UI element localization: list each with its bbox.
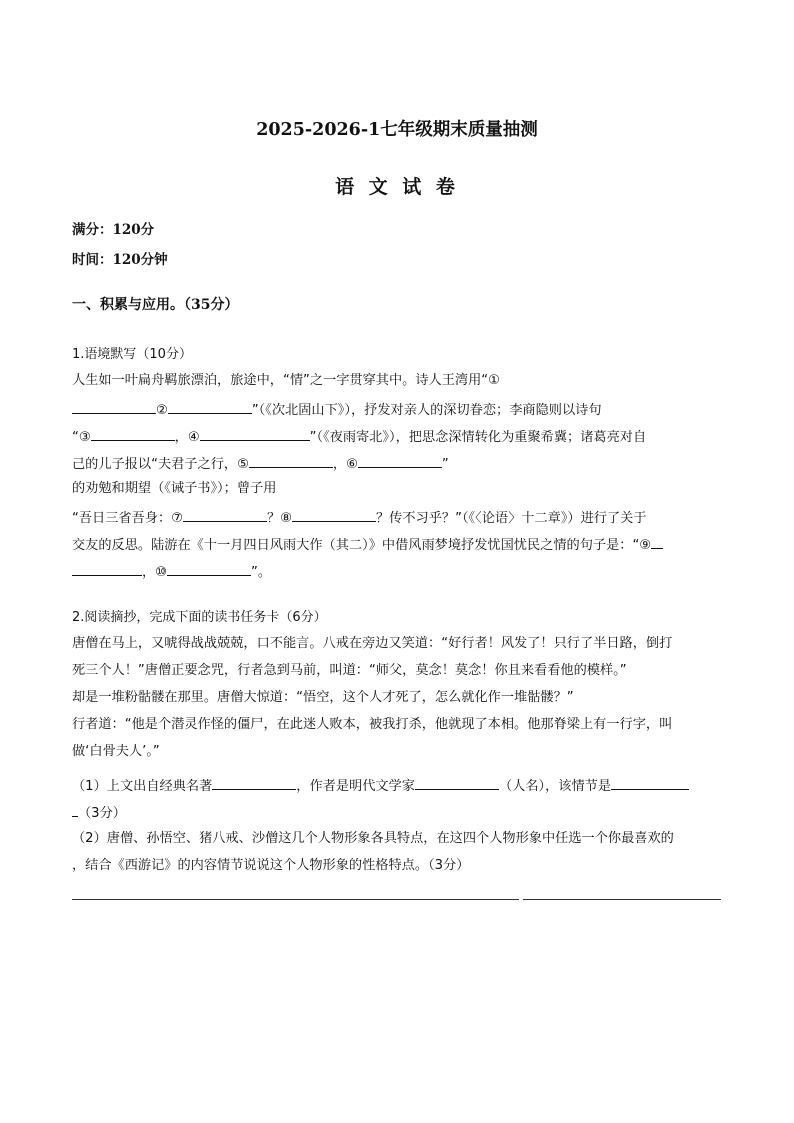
q2-text: （3分）	[78, 806, 126, 821]
answer-blank-3[interactable]	[91, 426, 175, 441]
q2-passage-line-2: 死三个人！”唐僧正要念咒，行者急到马前，叫道：“师父，莫念！莫念！你且来看看他的模样。”	[72, 663, 627, 678]
q2-subquestion-2-cont: ，结合《西游记》的内容情节说说这个人物形象的性格特点。（3分）	[72, 858, 470, 873]
q1-text: ，④	[174, 430, 200, 445]
q2-passage-line-3: 却是一堆粉骷髅在那里。唐僧大惊道：“悟空，这个人才死了，怎么就化作一堆骷髅？”	[72, 690, 574, 705]
q1-line-2	[72, 399, 724, 420]
q1-text: “③	[72, 430, 91, 445]
answer-blank-7[interactable]	[183, 507, 267, 522]
q2-text: ，作者是明代文学家	[296, 779, 415, 794]
q1-text: 人生如一叶扁舟羁旅漂泊，旅途中，“情”之一字贯穿其中。诗人王湾用“①	[72, 373, 500, 388]
exam-subtitle: 语 文 试 卷	[335, 176, 459, 198]
q1-text: 的劝勉和期望（《诫子书》）；曾子用	[72, 481, 277, 496]
answer-blank-4[interactable]	[200, 426, 310, 441]
q1-line-6	[72, 507, 724, 528]
q1-text: ”（《夜雨寄北》），把思念深情转化为重聚希冀；诸葛亮对自	[309, 430, 647, 445]
q1-line-7	[72, 534, 724, 555]
question-2-heading: 2.阅读摘抄，完成下面的读书任务卡（6分）	[72, 610, 327, 625]
answer-blank-2[interactable]	[168, 399, 252, 414]
q2-text: （人名），该情节是	[498, 779, 612, 794]
q1-line-5	[72, 480, 724, 498]
q2-subquestion-1-cont	[72, 802, 724, 823]
q1-text: 己的儿子报以“夫君子之行，⑤	[72, 457, 249, 472]
answer-blank-6[interactable]	[358, 453, 442, 468]
question-1-heading: 1.语境默写（10分）	[72, 347, 192, 362]
q2-passage-line-1: 唐僧在马上，又唬得战战兢兢，口不能言。八戒在旁边又笑道：“好行者！风发了！只行了半日路，倒打	[72, 636, 673, 651]
answer-blank-plot[interactable]	[611, 775, 689, 790]
q1-text: “吾日三省吾身：⑦	[72, 511, 183, 526]
answer-blank-8[interactable]	[292, 507, 376, 522]
answer-blank-9[interactable]	[72, 561, 142, 576]
exam-title: 2025-2026-1七年级期末质量抽测	[256, 120, 538, 140]
q1-line-4	[72, 453, 724, 474]
q1-line-3	[72, 426, 724, 447]
q1-text: 交友的反思。陆游在《十一月四日风雨大作（其二）》中借风雨梦境抒发忧国忧民之情的句子是：“⑨	[72, 538, 652, 553]
time-info: 时间：120分钟	[72, 252, 168, 268]
q1-text: ？⑧	[266, 511, 292, 526]
q2-passage-line-5: 做‘白骨夫人’。”	[72, 744, 160, 759]
answer-line-2[interactable]	[523, 899, 721, 900]
q2-subquestion-1	[72, 775, 724, 796]
q1-line-1	[72, 372, 724, 390]
answer-blank-10[interactable]	[167, 561, 251, 576]
q1-text: ②	[156, 403, 168, 418]
answer-blank-9-start[interactable]	[651, 534, 663, 549]
answer-blank-book[interactable]	[212, 775, 296, 790]
q2-passage-line-4: 行者道：“他是个潜灵作怪的僵尸，在此迷人败本，被我打杀，他就现了本相。他那脊梁上有一行字，叫	[72, 717, 673, 732]
answer-blank-author[interactable]	[415, 775, 499, 790]
section-title: 一、积累与应用。（35分）	[72, 297, 239, 313]
q1-text: ，⑥	[332, 457, 358, 472]
q1-text: ”。	[251, 565, 272, 580]
score-info: 满分：120分	[72, 222, 155, 238]
q1-text: ”	[441, 457, 449, 472]
q2-text: （1）上文出自经典名著	[72, 779, 213, 794]
answer-blank-1[interactable]	[72, 399, 156, 414]
q1-line-8	[72, 561, 724, 582]
answer-blank-5[interactable]	[249, 453, 333, 468]
answer-line-1[interactable]	[72, 899, 519, 900]
q2-subquestion-2: （2）唐僧、孙悟空、猪八戒、沙僧这几个人物形象各具特点，在这四个人物形象中任选一个你最喜欢的	[72, 831, 674, 846]
q1-text: ”（《次北固山下》），抒发对亲人的深切眷恋；李商隐则以诗句	[251, 403, 602, 418]
q1-text: ，⑩	[142, 565, 168, 580]
q1-text: ？传不习乎？”（《〈论语〉十二章》）进行了关于	[375, 511, 647, 526]
